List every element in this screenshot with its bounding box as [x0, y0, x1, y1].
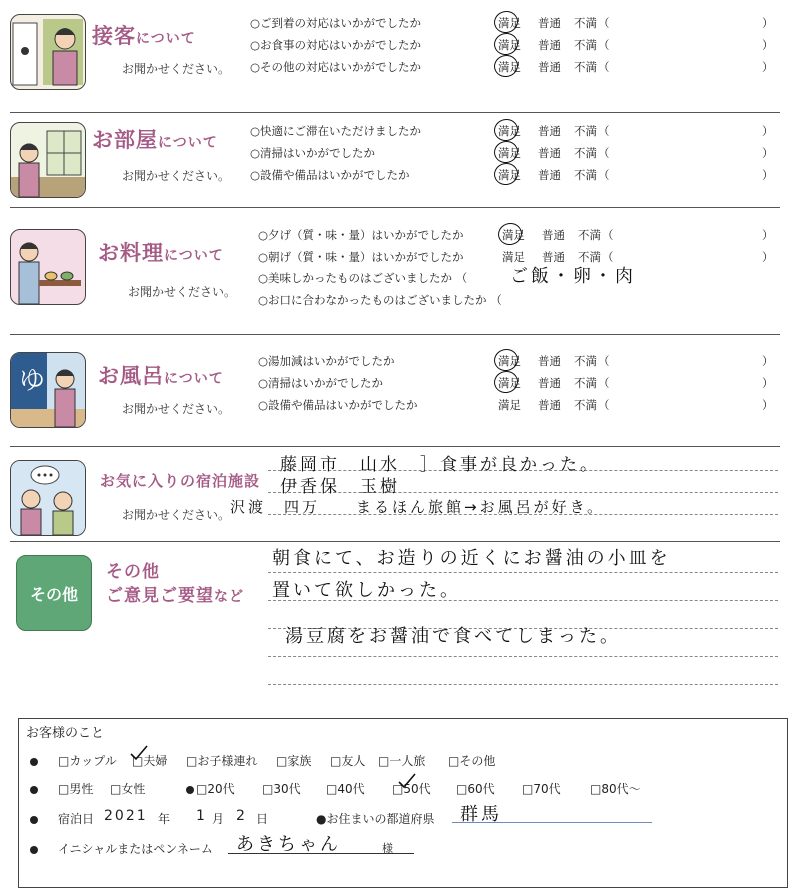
bullet	[186, 786, 194, 794]
option-with-children[interactable]: □お子様連れ	[186, 754, 258, 768]
question: ○お食事の対応はいかがでしたか	[250, 38, 422, 52]
stay-date-label: 宿泊日	[58, 812, 95, 826]
rating-good[interactable]: 満足	[498, 376, 521, 390]
question: ○設備や備品はいかがでしたか	[250, 168, 410, 182]
writing-line	[268, 684, 778, 685]
prefecture-label: ●お住まいの都道府県	[316, 812, 435, 826]
rating-bad[interactable]: 不満	[574, 60, 597, 74]
rating-good[interactable]: 満足	[498, 146, 521, 160]
question: ○夕げ（質・味・量）はいかがでしたか	[258, 228, 464, 242]
year-label: 年	[158, 812, 171, 826]
rating-bad[interactable]: 不満	[574, 354, 597, 368]
service-illustration	[10, 14, 86, 90]
option-age-80s[interactable]: □80代〜	[590, 782, 641, 796]
name-label: イニシャルまたはペンネーム	[58, 842, 213, 856]
question: ○その他の対応はいかがでしたか	[250, 60, 422, 74]
question: ○お口に合わなかったものはございましたか （	[258, 293, 502, 307]
close-paren: ）	[762, 146, 774, 160]
section-subtitle: お聞かせください。	[122, 62, 231, 76]
section-subtitle: お聞かせください。	[122, 169, 231, 183]
food-illustration	[10, 229, 86, 305]
rating-normal[interactable]: 普通	[542, 228, 565, 242]
section-title: お部屋について	[92, 128, 218, 152]
handwritten-favorite: 沢渡 四万 まるほん旅館→お風呂が好き。	[230, 498, 605, 516]
question: ○湯加減はいかがでしたか	[258, 354, 395, 368]
rating-bad[interactable]: 不満	[574, 168, 597, 182]
open-paren: （	[598, 376, 610, 390]
prefecture-value[interactable]: 群馬	[460, 804, 502, 825]
option-age-50s[interactable]: □50代	[392, 782, 431, 796]
prefecture-underline	[452, 822, 652, 823]
option-other[interactable]: □その他	[448, 754, 496, 768]
open-paren: （	[598, 168, 610, 182]
day-label: 日	[256, 812, 269, 826]
handwritten-comment: 湯豆腐をお醤油で食べてしまった。	[285, 626, 621, 647]
section-title: その他	[106, 562, 160, 582]
rating-normal[interactable]: 普通	[538, 168, 561, 182]
close-paren: ）	[762, 228, 774, 242]
handwritten-answer: ご飯・卵・肉	[510, 266, 636, 287]
name-underline	[228, 853, 414, 854]
rating-bad[interactable]: 不満	[574, 146, 597, 160]
handwritten-favorite: 伊香保 玉樹	[280, 477, 400, 497]
bath-illustration	[10, 352, 86, 428]
question: ○設備や備品はいかがでしたか	[258, 398, 418, 412]
open-paren: （	[598, 16, 610, 30]
rating-bad[interactable]: 不満	[578, 228, 601, 242]
section-title: お料理について	[98, 241, 224, 265]
rating-normal[interactable]: 普通	[538, 60, 561, 74]
question: ○美味しかったものはございましたか （	[258, 271, 468, 285]
month-label: 月	[212, 812, 225, 826]
rating-normal[interactable]: 普通	[538, 38, 561, 52]
open-paren: （	[598, 60, 610, 74]
check-mark	[128, 744, 150, 762]
question: ○快適にご滞在いただけましたか	[250, 124, 422, 138]
section-title: お気に入りの宿泊施設	[100, 472, 261, 490]
close-paren: ）	[762, 398, 774, 412]
rating-good[interactable]: 満足	[498, 124, 521, 138]
section-bath	[10, 334, 780, 446]
bullet	[30, 816, 38, 824]
section-subtitle: お聞かせください。	[128, 285, 237, 299]
rating-bad[interactable]: 不満	[574, 398, 597, 412]
rating-normal[interactable]: 普通	[542, 250, 565, 264]
bullet	[30, 846, 38, 854]
option-age-60s[interactable]: □60代	[456, 782, 495, 796]
name-value[interactable]: あきちゃん	[236, 834, 341, 855]
open-paren: （	[598, 398, 610, 412]
close-paren: ）	[762, 250, 774, 264]
close-paren: ）	[762, 168, 774, 182]
rating-good[interactable]: 満足	[498, 38, 521, 52]
svg-text:ゆ: ゆ	[19, 366, 46, 396]
close-paren: ）	[762, 354, 774, 368]
open-paren: （	[598, 124, 610, 138]
question: ○清掃はいかがでしたか	[250, 146, 376, 160]
option-age-40s[interactable]: □40代	[326, 782, 365, 796]
other-badge: その他	[16, 555, 92, 631]
rating-normal[interactable]: 普通	[538, 16, 561, 30]
rating-good[interactable]: 満足	[498, 16, 521, 30]
rating-good[interactable]: 満足	[498, 398, 521, 412]
question: ○清掃はいかがでしたか	[258, 376, 384, 390]
option-solo[interactable]: □一人旅	[378, 754, 426, 768]
option-age-30s[interactable]: □30代	[262, 782, 301, 796]
option-couple[interactable]: □カップル	[58, 754, 117, 768]
option-female[interactable]: □女性	[110, 782, 146, 796]
close-paren: ）	[762, 124, 774, 138]
rating-normal[interactable]: 普通	[538, 354, 561, 368]
rating-bad[interactable]: 不満	[578, 250, 601, 264]
option-married[interactable]: □夫婦	[132, 754, 168, 768]
open-paren: （	[598, 38, 610, 52]
open-paren: （	[602, 228, 614, 242]
bullet	[30, 758, 38, 766]
open-paren: （	[598, 146, 610, 160]
close-paren: ）	[762, 376, 774, 390]
handwritten-comment: 朝食にて、お造りの近くにお醤油の小皿を	[272, 548, 671, 569]
option-friends[interactable]: □友人	[330, 754, 366, 768]
favorite-illustration	[10, 460, 86, 536]
stay-month: 1	[196, 808, 205, 824]
rating-good[interactable]: 満足	[498, 354, 521, 368]
question: ○朝げ（質・味・量）はいかがでしたか	[258, 250, 464, 264]
guest-heading: お客様のこと	[26, 726, 105, 741]
option-age-70s[interactable]: □70代	[522, 782, 561, 796]
section-title-2: ご意見ご要望など	[106, 586, 244, 606]
close-paren: ）	[762, 60, 774, 74]
rating-bad[interactable]: 不満	[574, 376, 597, 390]
option-age-20s[interactable]: □20代	[196, 782, 235, 796]
stay-year: 2021	[104, 808, 148, 824]
rating-normal[interactable]: 普通	[538, 124, 561, 138]
rating-bad[interactable]: 不満	[574, 16, 597, 30]
check-mark	[396, 772, 418, 790]
bullet	[30, 786, 38, 794]
name-suffix: 様	[382, 842, 393, 855]
stay-day: 2	[236, 808, 245, 824]
open-paren: （	[602, 250, 614, 264]
section-title: 接客について	[92, 24, 196, 48]
option-male[interactable]: □男性	[58, 782, 94, 796]
handwritten-comment: 置いて欲しかった。	[272, 580, 461, 601]
writing-line	[268, 656, 778, 657]
rating-bad[interactable]: 不満	[574, 38, 597, 52]
option-family[interactable]: □家族	[276, 754, 312, 768]
writing-line	[268, 572, 778, 573]
section-subtitle: お聞かせください。	[122, 508, 231, 522]
rating-normal[interactable]: 普通	[538, 398, 561, 412]
rating-bad[interactable]: 不満	[574, 124, 597, 138]
rating-good[interactable]: 満足	[502, 250, 525, 264]
section-subtitle: お聞かせください。	[122, 402, 231, 416]
rating-good[interactable]: 満足	[498, 60, 521, 74]
section-title: お風呂について	[98, 364, 224, 388]
rating-good[interactable]: 満足	[498, 168, 521, 182]
rating-normal[interactable]: 普通	[538, 146, 561, 160]
handwritten-favorite: 藤岡市 山水 ］食事が良かった。	[280, 455, 600, 475]
close-paren: ）	[762, 38, 774, 52]
open-paren: （	[598, 354, 610, 368]
room-illustration	[10, 122, 86, 198]
close-paren: ）	[762, 16, 774, 30]
rating-good[interactable]: 満足	[502, 228, 525, 242]
rating-normal[interactable]: 普通	[538, 376, 561, 390]
question: ○ご到着の対応はいかがでしたか	[250, 16, 422, 30]
